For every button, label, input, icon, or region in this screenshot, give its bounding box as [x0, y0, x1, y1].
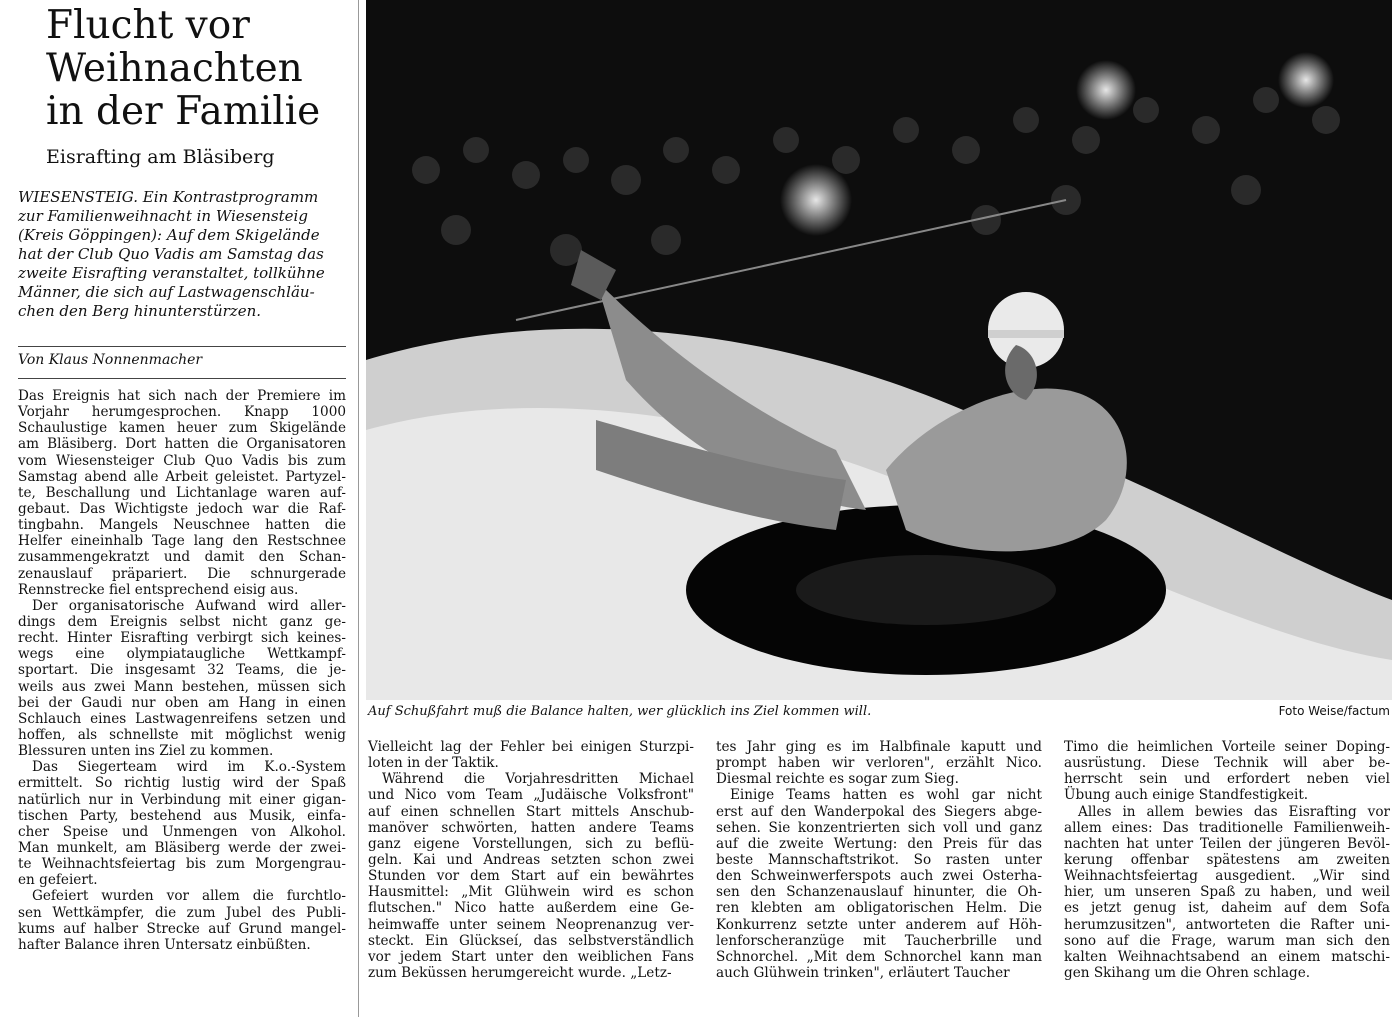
article-column-1 [18, 388, 346, 953]
body-text-line: Einige Teams hatten es wohl gar nicht [730, 787, 1042, 804]
body-text-line: zusammengekratzt und damit den Schan- [18, 549, 346, 566]
body-text-line: Alles in allem bewies das Eisrafting vor [1078, 803, 1390, 820]
lead-line: zweite Eisrafting veranstaltet, tollkühne [18, 264, 325, 282]
body-text-line: Stunden vor dem Start auf ein bewährtes [368, 868, 694, 885]
byline: Von Klaus Nonnenmacher [18, 352, 203, 368]
body-text-line: loten in der Taktik. [368, 755, 499, 772]
lead-line: Männer, die sich auf Lastwagenschläu- [18, 283, 315, 301]
body-text-line: steckt. Ein Glückseí, das selbstverständlich [368, 932, 694, 949]
body-text-line: Der organisatorische Aufwand wird aller- [32, 597, 346, 614]
lead-paragraph [18, 188, 348, 321]
body-text-line: ausrüstung. Diese Technik will aber be- [1064, 755, 1390, 772]
body-text-line: auf die zweite Wertung: den Preis für das [716, 835, 1042, 852]
body-text-line: zenauslauf präpariert. Die schnurgerade [18, 565, 346, 582]
body-text-line: Konkurrenz setzte unter anderem auf Höh- [716, 916, 1042, 933]
divider [18, 346, 346, 347]
body-text-line: Das Siegerteam wird im K.o.-System [32, 759, 346, 776]
body-text-line: cher Speise und Unmengen von Alkohol. [18, 823, 346, 840]
body-text-line: Das Ereignis hat sich nach der Premiere im [18, 388, 346, 404]
body-text-line: Weihnachtsfeiertag ausgedient. „Wir sind [1064, 868, 1390, 885]
body-text-line: auch Glühwein trinken", erläutert Taucher [716, 964, 1010, 981]
body-text-line: lenforscheranzüge mit Taucherbrille und [716, 932, 1042, 949]
body-text-line: es jetzt genug ist, daheim auf dem Sofa [1064, 900, 1390, 917]
body-text-line: auf einen schnellen Start mittels Anschub- [368, 803, 694, 820]
body-text-line: flutschen." Nico hatte außerdem eine Ge- [368, 900, 694, 917]
lead-line: WIESENSTEIG. Ein Kontrastprogramm [18, 188, 319, 206]
lead-line: hat der Club Quo Vadis am Samstag das [18, 245, 324, 263]
body-text-line: Gefeiert wurden vor allem die furchtlo- [32, 888, 346, 905]
body-text-line: vor jedem Start unter den weiblichen Fans [368, 948, 694, 965]
body-text-line: und Nico vom Team „Judäische Volksfront" [368, 787, 694, 804]
body-text-line: Übung auch einige Standfestigkeit. [1064, 787, 1309, 804]
body-text-line: Rennstrecke fiel entsprechend eisig aus. [18, 581, 299, 598]
body-text-line: prompt haben wir verloren", erzählt Nico. [716, 755, 1042, 772]
body-text-line: geln. Kai und Andreas setzten schon zwei [368, 851, 694, 868]
body-text-line: recht. Hinter Eisrafting verbirgt sich keines- [18, 630, 346, 647]
headline-line: Weihnachten [46, 46, 303, 91]
body-text-line: bei der Gaudi nur oben am Hang in einen [18, 694, 346, 711]
lead-line: chen den Berg hinunterstürzen. [18, 302, 261, 320]
body-text-line: tischen Party, bestehend aus Musik, einfa- [18, 807, 346, 824]
body-text-line: Vielleicht lag der Fehler bei einigen Sturzpi- [368, 739, 694, 755]
body-text-line: gen Skihang um die Ohren schlage. [1064, 964, 1311, 981]
body-text-line: en gefeiert. [18, 872, 98, 889]
body-text-line: hafter Balance ihren Untersatz einbüßten. [18, 936, 311, 953]
article-column-4 [1064, 739, 1390, 981]
divider [18, 378, 346, 379]
body-text-line: herrscht sein und erfordert neben viel [1064, 771, 1390, 788]
body-text-line: Timo die heimlichen Vorteile seiner Doping- [1064, 739, 1390, 755]
body-text-line: natürlich nur in Verbindung mit einer gigan- [18, 791, 346, 808]
body-text-line: gebaut. Das Wichtigste jedoch war die Raf- [18, 500, 346, 517]
body-text-line: herumzusitzen", antworteten die Rafter uni- [1064, 916, 1390, 933]
body-text-line: sehen. Sie konzentrierten sich voll und ganz [716, 819, 1042, 836]
subheadline: Eisrafting am Bläsiberg [46, 146, 275, 168]
body-text-line: vom Wiesensteiger Club Quo Vadis bis zum [18, 452, 346, 469]
body-text-line: Während die Vorjahresdritten Michael [382, 771, 694, 788]
body-text-line: Schaulustige kamen heuer zum Skigelände [18, 420, 346, 437]
photo-illustration [366, 0, 1392, 700]
body-text-line: tes Jahr ging es im Halbfinale kaputt und [716, 739, 1042, 755]
body-text-line: Hausmittel: „Mit Glühwein wird es schon [368, 884, 694, 901]
body-text-line: sen Wettkämpfer, die zum Jubel des Publi- [18, 904, 346, 921]
body-text-line: manöver schwörten, hatten andere Teams [368, 819, 694, 836]
body-text-line: Samstag abend alle Arbeit geleistet. Partyzel- [18, 468, 346, 485]
body-text-line: den Schweinwerferspots auch zwei Osterha- [716, 868, 1042, 885]
body-text-line: dings dem Ereignis selbst nicht ganz ge- [18, 613, 346, 630]
body-text-line: erst auf den Wanderpokal des Siegers abge- [716, 803, 1042, 820]
body-text-line: tingbahn. Mangels Neuschnee hatten die [18, 517, 346, 534]
headline-line: in der Familie [46, 89, 321, 134]
article-column-3 [716, 739, 1042, 981]
body-text-line: hoffen, als schnellste mit möglichst wenig [18, 726, 346, 743]
body-text-line: wegs eine olympiataugliche Wettkampf- [18, 646, 346, 663]
photo-caption: Auf Schußfahrt muß die Balance halten, wer glücklich ins Ziel kommen will. [368, 704, 872, 719]
body-text-line: sportart. Die insgesamt 32 Teams, die je- [18, 662, 346, 679]
body-text-line: Man munkelt, am Bläsiberg werde der zwei- [18, 839, 346, 856]
body-text-line: Diesmal reichte es sogar zum Sieg. [716, 771, 960, 788]
body-text-line: Helfer eineinhalb Tage lang den Restschnee [18, 533, 346, 550]
photo-credit: Foto Weise/factum [1278, 704, 1390, 718]
body-text-line: sono auf die Frage, warum man sich den [1064, 932, 1390, 949]
body-text-line: heimwaffe unter seinem Neoprenanzug ver- [368, 916, 694, 933]
body-text-line: zum Beküssen herumgereicht wurde. „Letz- [368, 964, 672, 981]
body-text-line: nachten hat unter Teilen der jüngeren Bevöl- [1064, 835, 1390, 852]
body-text-line: Schlauch eines Lastwagenreifens setzen und [18, 710, 346, 727]
body-text-line: kerung offenbar spätestens am zweiten [1064, 851, 1390, 868]
column-divider [358, 0, 359, 1017]
body-text-line: beste Mannschaftstrikot. So rasten unter [716, 851, 1042, 868]
body-text-line: ermittelt. So richtig lustig wird der Spaß [18, 775, 346, 792]
lead-line: (Kreis Göppingen): Auf dem Skigelände [18, 226, 320, 244]
body-text-line: kalten Weihnachtsabend an einem matschi- [1064, 948, 1390, 965]
body-text-line: Schnorchel. „Mit dem Schnorchel kann man [716, 948, 1042, 965]
body-text-line: sen den Schanzenauslauf hinunter, die Oh- [716, 884, 1042, 901]
lead-line: zur Familienweihnacht in Wiesensteig [18, 207, 308, 225]
body-text-line: Blessuren unten ins Ziel zu kommen. [18, 743, 274, 760]
headline-line: Flucht vor [46, 3, 250, 48]
article-column-2 [368, 739, 694, 981]
body-text-line: te Weihnachtsfeiertag bis zum Morgengrau- [18, 856, 346, 873]
body-text-line: ganz eigene Vorstellungen, sich zu beflü- [368, 835, 694, 852]
body-text-line: te, Beschallung und Lichtanlage waren auf- [18, 484, 346, 501]
body-text-line: kums auf halber Strecke auf Grund mangel- [18, 920, 346, 937]
headline [46, 4, 356, 133]
photo-eisrafting [366, 0, 1392, 700]
body-text-line: ren klebten am obligatorischen Helm. Die [716, 900, 1042, 917]
body-text-line: allem eines: Das traditionelle Familienweih- [1064, 819, 1390, 836]
body-text-line: Vorjahr herumgesprochen. Knapp 1000 [18, 404, 346, 421]
body-text-line: hier, um unseren Spaß zu haben, und weil [1064, 884, 1390, 901]
body-text-line: am Bläsiberg. Dort hatten die Organisatoren [18, 436, 346, 453]
body-text-line: weils aus zwei Mann bestehen, müssen sich [18, 678, 346, 695]
